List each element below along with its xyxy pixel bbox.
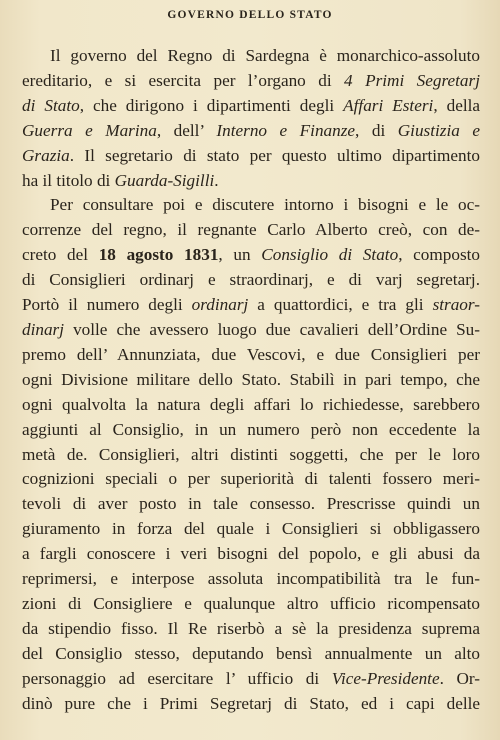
- text-run-italic: Affari Esteri: [343, 95, 434, 115]
- text-run: tevoli di aver posto in tale consesso. Prescrisse quindi un: [22, 494, 480, 514]
- text-line: [22, 567, 480, 592]
- paragraph-2: [22, 193, 480, 716]
- text-line: [22, 393, 480, 418]
- text-run: zioni di Consigliere e qualunque altro ufficio ricompensato: [22, 593, 480, 613]
- text-run-italic: Guerra e Marina: [22, 120, 157, 140]
- text-run: personaggio ad esercitare l’ ufficio di: [22, 668, 332, 688]
- text-run: , che dirigono i dipartimenti degli: [79, 95, 344, 115]
- text-run: da stipendio fisso. Il Re riserbò a sè la presidenza suprema: [22, 618, 480, 638]
- text-run: Portò il numero degli: [22, 295, 192, 315]
- text-run: ha il titolo di: [22, 170, 115, 190]
- text-run: metà de. Consiglieri, altri distinti soggetti, che per le loro: [22, 444, 480, 464]
- text-line: [22, 443, 480, 468]
- text-run: , un: [218, 245, 262, 265]
- text-run: , dell’: [156, 120, 217, 140]
- text-line: [22, 542, 480, 567]
- text-line: [22, 592, 480, 617]
- text-run: . Il segretario di stato per questo ultimo dipartimento: [69, 145, 480, 165]
- text-line: [22, 218, 480, 243]
- text-line: [22, 94, 480, 119]
- text-run: premo dell’ Annunziata, due Vescovi, e due Consiglieri per: [22, 344, 480, 364]
- text-run: . Or-: [439, 668, 481, 688]
- text-run: di Consiglieri ordinarj e straordinarj, e di varj segretarj.: [22, 270, 480, 290]
- text-line: [22, 268, 480, 293]
- text-run: creto del: [22, 245, 99, 265]
- text-run: Il governo del Regno di Sardegna è monarchico-assoluto: [50, 46, 480, 65]
- text-run: , composto: [398, 245, 480, 265]
- text-line: [22, 193, 480, 218]
- text-line: [22, 368, 480, 393]
- text-run: , della: [433, 95, 480, 115]
- text-line: [22, 293, 480, 318]
- text-line: [22, 119, 480, 144]
- text-run: giuramento in forza del quale i Consiglieri si obbligassero: [22, 519, 480, 539]
- text-line: [22, 44, 480, 69]
- text-line: [22, 418, 480, 443]
- text-run: a quattordici, e tra gli: [248, 295, 433, 315]
- text-run: cognizioni speciali o per superiorità di talenti fossero meri-: [22, 469, 480, 489]
- text-line: [22, 642, 480, 667]
- running-head: GOVERNO DELLO STATO: [167, 9, 333, 21]
- paragraph-1: [22, 44, 480, 193]
- text-run: reprimersi, e interpose assoluta incompatibilità tra le fun-: [22, 569, 480, 589]
- text-line: [22, 492, 480, 517]
- text-run-italic: Interno e Finanze: [216, 120, 356, 140]
- text-run: Per consultare poi e discutere intorno i bisogni e le oc-: [50, 195, 480, 215]
- text-run-italic: Consiglio di Stato: [261, 245, 399, 265]
- text-run-italic: ordinarj: [191, 295, 249, 315]
- text-run-italic: Grazia: [22, 145, 70, 165]
- text-line: [22, 144, 480, 169]
- text-run: del Consiglio stesso, deputando bensì annualmente un alto: [22, 643, 480, 663]
- text-line: [22, 467, 480, 492]
- text-run-italic: straor-: [432, 295, 480, 315]
- text-run-bold: 18 agosto 1831: [98, 245, 219, 265]
- text-run: aggiunti al Consiglio, in un numero però non eccedente la: [22, 419, 480, 439]
- text-line: [22, 343, 480, 368]
- text-run: ogni Divisione militare dello Stato. Stabilì in pari tempo, che: [22, 369, 480, 389]
- text-run: volle che avessero luogo due cavalieri dell’Ordine Su-: [64, 319, 480, 339]
- body-text: [22, 44, 480, 716]
- text-run-italic: di Stato: [22, 95, 80, 115]
- text-run-italic: dinarj: [22, 319, 65, 339]
- text-run-italic: Giustizia e: [397, 120, 480, 140]
- text-line: [22, 517, 480, 542]
- text-line: [22, 243, 480, 268]
- text-run: ogni qualvolta la natura degli affari lo richiedesse, sarebbero: [22, 394, 480, 414]
- text-run: ereditario, e si esercita per l’organo di: [22, 70, 345, 90]
- text-run: , di: [355, 120, 398, 140]
- text-run: .: [214, 170, 219, 190]
- text-run-italic: 4 Primi Segretarj: [344, 70, 480, 90]
- text-line: [22, 169, 480, 194]
- text-line: [22, 69, 480, 94]
- text-run-italic: Vice-Presidente: [331, 668, 440, 688]
- text-line: [22, 318, 480, 343]
- text-line: [22, 617, 480, 642]
- text-run: a fargli conoscere i veri bisogni del popolo, e gli abusi da: [22, 544, 480, 564]
- text-run: correnze del regno, il regnante Carlo Alberto creò, con de-: [22, 220, 480, 240]
- text-run-italic: Guarda-Sigilli: [114, 170, 215, 190]
- text-line: [22, 692, 480, 717]
- text-run: dinò pure che i Primi Segretarj di Stato, ed i capi delle: [22, 693, 480, 713]
- text-line: [22, 667, 480, 692]
